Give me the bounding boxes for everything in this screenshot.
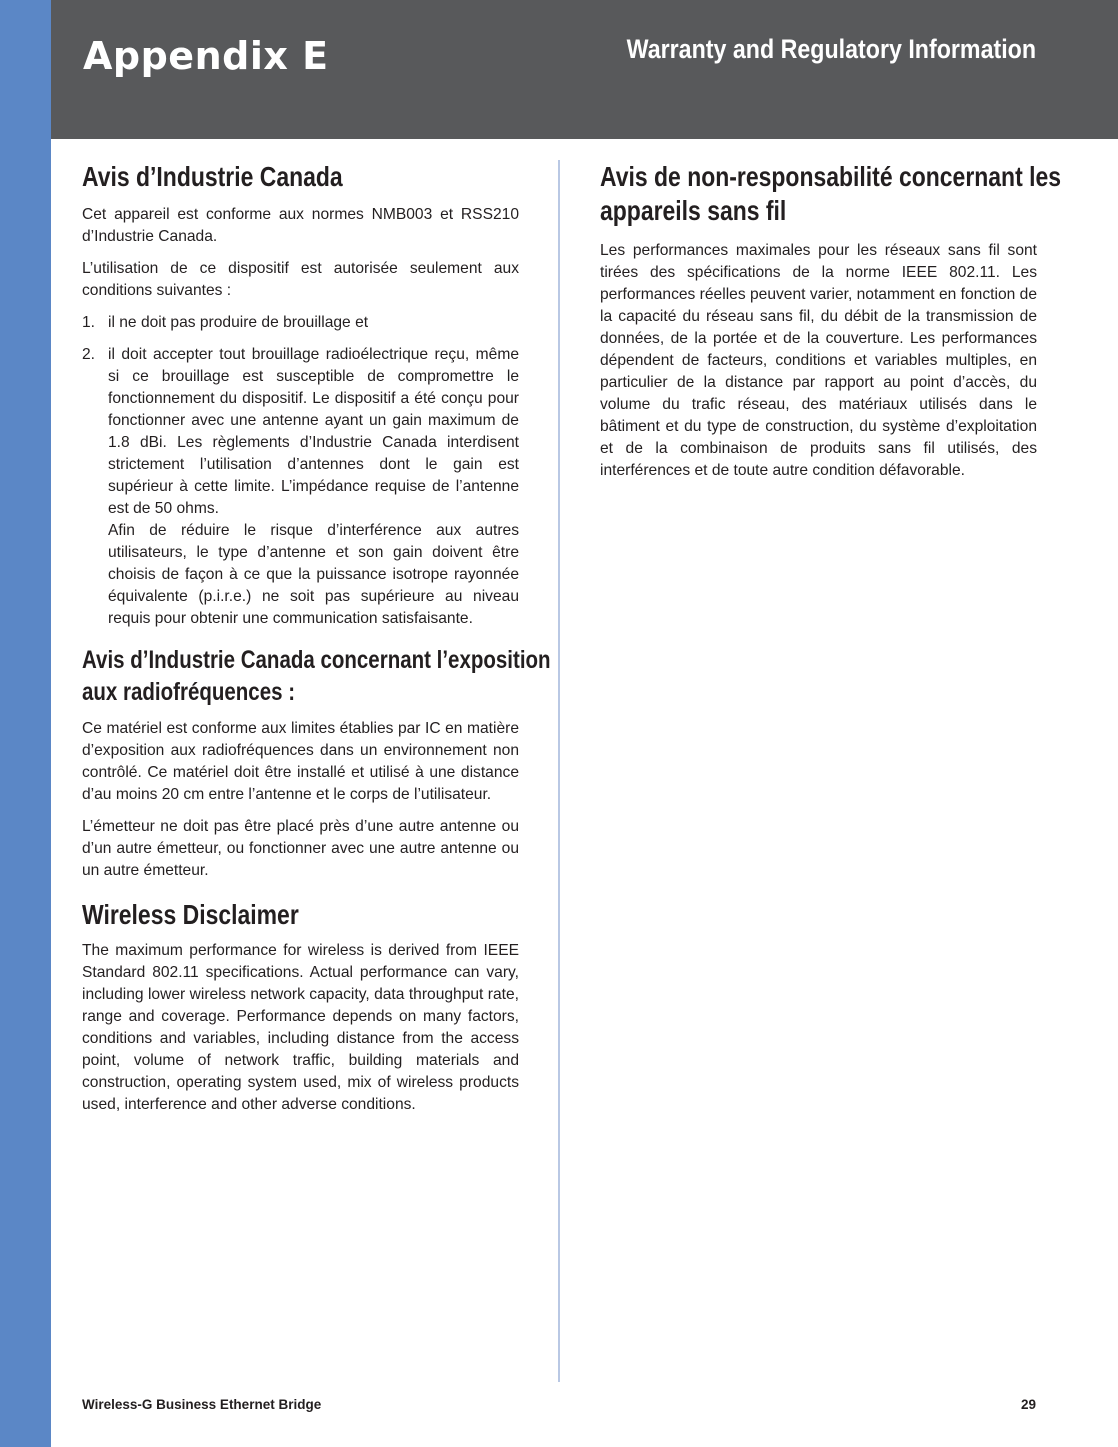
wireless-disclaimer-heading: Wireless Disclaimer [82,899,299,930]
page-number: 29 [1020,1397,1036,1412]
side-accent-bar [0,0,51,1447]
ic-heading: Avis d’Industrie Canada [82,161,343,192]
rf-heading-line-2: aux radiofréquences : [82,678,296,706]
right-column [600,160,1062,482]
column-divider [558,160,560,1382]
rf-paragraph-1: Ce matériel est conforme aux limites établies par IC en matière d’exposition aux radiofréquences dans un environnement non contrôlé. Ce matériel doit être installé et utilisé à une distance d’au moins 20 cm entre l’antenne et le corps de l’utilisateur. [82,720,519,803]
footer-product-name: Wireless-G Business Ethernet Bridge [82,1397,322,1412]
appendix-title: Appendix E [83,34,329,78]
list-number: 1. [82,314,96,331]
list-item [82,312,519,334]
list-text: il doit accepter tout brouillage radioélectrique reçu, même si ce brouillage est susceptible de compromettre le fonctionnement du dispositif. Le dispositif a été conçu pour fonctionner avec une antenne ayant un gain maximum de 1.8 dBi. Les règlements d’Industrie Canada interdisent strictement l’utilisation d’antennes dont le gain est supérieur à cette limite. L’impédance requise de l’antenne est de 50 ohms. [108,346,519,517]
section-title: Warranty and Regulatory Information [626,34,1036,64]
rf-heading-line-1: Avis d’Industrie Canada concernant l’exposition [82,646,551,674]
list-text-continued: Afin de réduire le risque d’interférence aux autres utilisateurs, le type d’antenne et son gain doivent être choisis de façon à ce que la puissance isotrope rayonnée équivalente (p.i.r.e.) ne soit pas supérieure au niveau requis pour obtenir une communication satisfaisante. [108,522,519,627]
ic-paragraph-1: Cet appareil est conforme aux normes NMB003 et RSS210 d’Industrie Canada. [82,206,519,245]
nonresp-heading-line-1: Avis de non-responsabilité concernant les [600,161,1062,192]
list-text: il ne doit pas produire de brouillage et [108,314,369,331]
nonresp-heading-line-2: appareils sans fil [600,195,787,226]
list-item [82,344,519,630]
rf-paragraph-2: L’émetteur ne doit pas être placé près d’une autre antenne ou d’un autre émetteur, ou fonctionner avec une autre antenne ou un autre émetteur. [82,818,519,879]
nonresp-paragraph: Les performances maximales pour les réseaux sans fil sont tirées des spécifications de la norme IEEE 802.11. Les performances réelles peuvent varier, notamment en fonction de la capacité du réseau sans fil, du débit de la transmission de données, de la portée et de la couverture. Les performances dépendent de facteurs, conditions et variables multiples, en particulier de la distance par rapport au point d’accès, du volume du trafic réseau, des matériaux utilisés dans le bâtiment et du type de construction, du système d’exploitation et de la combinaison de produits sans fil utilisés, des interférences et de toute autre condition défavorable. [600,242,1037,479]
ic-paragraph-2: L’utilisation de ce dispositif est autorisée seulement aux conditions suivantes : [82,260,519,299]
ic-conditions-list [82,312,519,630]
page-header [51,0,1118,139]
wireless-disclaimer-paragraph: The maximum performance for wireless is derived from IEEE Standard 802.11 specifications. Actual performance can vary, including lower wireless network capacity, data throughput rate, range and coverage. Performance depends on many factors, conditions and variables, including distance from the access point, volume of network traffic, building materials and construction, operating system used, mix of wireless products used, interference and other adverse conditions. [82,942,519,1113]
left-column [82,160,551,1116]
list-number: 2. [82,346,96,363]
